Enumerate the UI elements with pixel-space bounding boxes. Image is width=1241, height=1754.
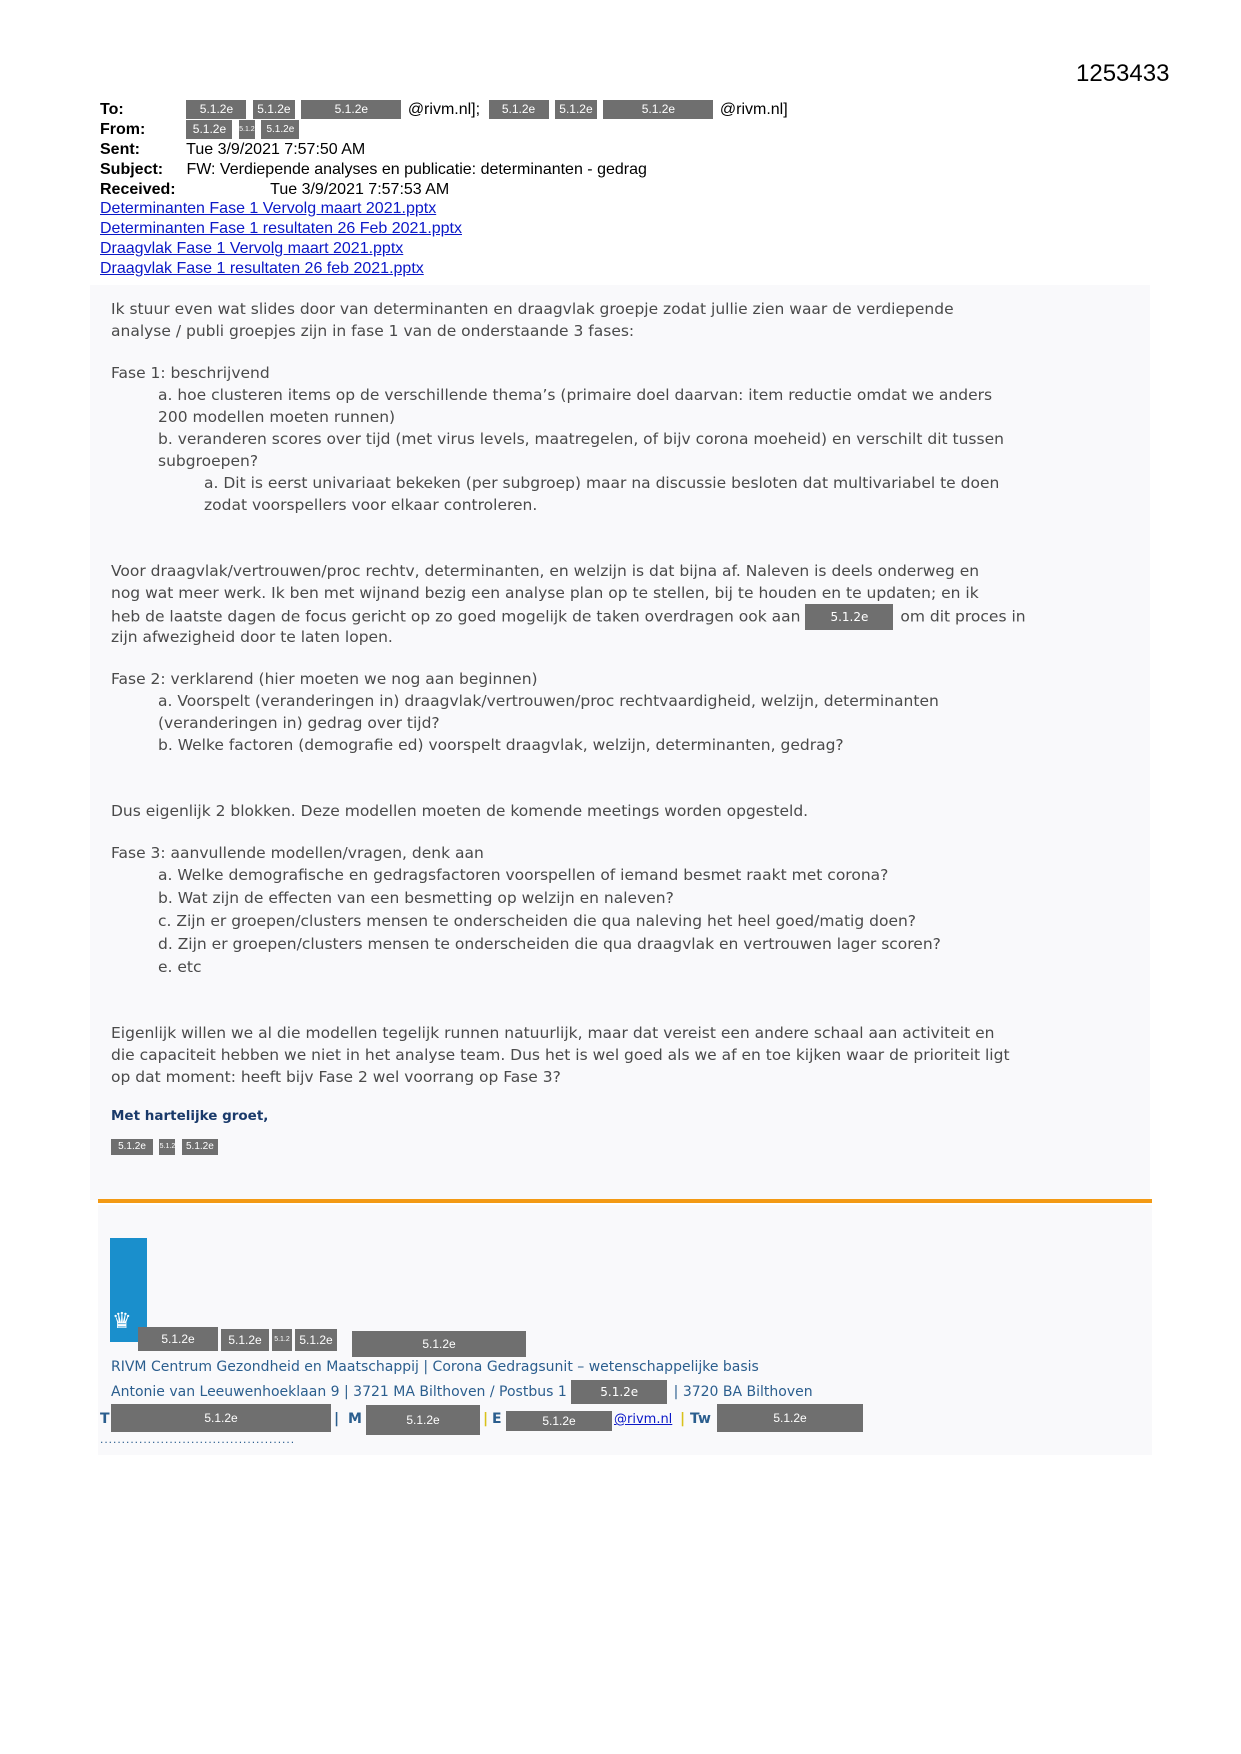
phone-label: T <box>100 1411 110 1427</box>
list-item: a. hoe clusteren items op de verschillende thema’s (primaire doel daarvan: item reductie omdat we anders <box>158 386 993 404</box>
mobile-label: M <box>348 1411 362 1427</box>
list-item: b. veranderen scores over tijd (met virus levels, maatregelen, of bijv corona moeheid) en verschilt dit tussen <box>158 430 1004 448</box>
attachment-link[interactable]: Draagvlak Fase 1 Vervolg maart 2021.pptx <box>100 240 404 257</box>
attachment-link[interactable]: Determinanten Fase 1 Vervolg maart 2021.pptx <box>100 200 437 217</box>
crest-icon: ♛ <box>112 1308 132 1333</box>
body-text: heb de laatste dagen de focus gericht op zo goed mogelijk de taken overdragen ook aan <box>111 607 801 626</box>
redaction: 5.1.2e <box>221 1329 269 1351</box>
subject-value: FW: Verdiepende analyses en publicatie: determinanten - gedrag <box>186 161 647 178</box>
redaction: 5.1.2 <box>239 120 255 139</box>
body-line: Ik stuur even wat slides door van determinanten en draagvlak groepje zodat jullie zien waar de verdiepende <box>111 300 954 318</box>
list-item: b. Wat zijn de effecten van een besmetting op welzijn en naleven? <box>158 889 674 907</box>
redaction: 5.1.2e <box>555 100 597 119</box>
separator: | <box>483 1411 489 1427</box>
subject-label: Subject: <box>100 161 164 178</box>
divider <box>98 1199 1152 1203</box>
twitter-label: Tw <box>690 1411 711 1427</box>
list-item: a. Welke demografische en gedragsfactoren voorspellen of iemand besmet raakt met corona? <box>158 866 889 884</box>
redaction: 5.1.2e <box>182 1139 218 1155</box>
redaction: 5.1.2e <box>186 120 232 139</box>
list-item: a. Dit is eerst univariaat bekeken (per subgroep) maar na discussie besloten dat multivariabel te doen <box>204 474 1000 492</box>
received-row <box>100 180 449 200</box>
address-line <box>111 1380 813 1404</box>
separator: | <box>334 1411 340 1427</box>
redaction: 5.1.2e <box>805 604 893 630</box>
redaction: 5.1.2e <box>111 1404 331 1432</box>
redaction: 5.1.2e <box>489 100 549 119</box>
body-line: Eigenlijk willen we al die modellen tegelijk runnen natuurlijk, maar dat vereist een andere schaal aan activiteit en <box>111 1024 995 1042</box>
sent-label: Sent: <box>100 141 140 158</box>
sent-value: Tue 3/9/2021 7:57:50 AM <box>186 141 366 158</box>
redaction: 5.1.2 <box>159 1139 175 1155</box>
redaction: 5.1.2e <box>571 1380 667 1404</box>
address-text: Antonie van Leeuwenhoeklaan 9 | 3721 MA Bilthoven / Postbus 1 <box>111 1384 567 1400</box>
redaction: 5.1.2e <box>506 1411 612 1431</box>
to-row <box>100 100 788 120</box>
list-item: d. Zijn er groepen/clusters mensen te onderscheiden die qua draagvlak en vertrouwen lager scoren? <box>158 935 941 953</box>
redaction: 5.1.2e <box>603 100 713 119</box>
attachment-link[interactable]: Determinanten Fase 1 resultaten 26 Feb 2021.pptx <box>100 220 462 237</box>
greeting: Met hartelijke groet, <box>111 1108 269 1124</box>
from-label: From: <box>100 121 146 138</box>
email-label: E <box>492 1411 502 1427</box>
redaction: 5.1.2e <box>717 1404 863 1432</box>
redaction: 5.1.2e <box>253 100 295 119</box>
redaction: 5.1.2e <box>186 100 246 119</box>
body-line: zijn afwezigheid door te laten lopen. <box>111 628 393 646</box>
list-item: zodat voorspellers voor elkaar controleren. <box>204 496 538 514</box>
redaction: 5.1.2e <box>352 1331 526 1357</box>
address-text: | 3720 BA Bilthoven <box>673 1384 813 1400</box>
document-id: 1253433 <box>1076 60 1170 87</box>
subject-row <box>100 160 647 180</box>
body-line: Dus eigenlijk 2 blokken. Deze modellen moeten de komende meetings worden opgesteld. <box>111 802 809 820</box>
list-item: (veranderingen in) gedrag over tijd? <box>158 714 440 732</box>
attachment-link[interactable]: Draagvlak Fase 1 resultaten 26 feb 2021.pptx <box>100 260 424 277</box>
dotted-rule: ............................................. <box>100 1432 296 1446</box>
received-value: Tue 3/9/2021 7:57:53 AM <box>270 181 450 198</box>
list-item: e. etc <box>158 958 202 976</box>
redaction: 5.1.2e <box>366 1405 480 1435</box>
signature-name <box>111 1138 220 1156</box>
received-label: Received: <box>100 181 176 198</box>
body-text: om dit proces in <box>900 607 1026 626</box>
fase-heading: Fase 1: beschrijvend <box>111 364 270 382</box>
redaction: 5.1.2e <box>301 100 401 119</box>
to-label: To: <box>100 101 124 118</box>
to-domain: @rivm.nl] <box>719 101 788 118</box>
redaction: 5.1.2e <box>111 1139 153 1155</box>
sent-row <box>100 140 365 160</box>
body-line: die capaciteit hebben we niet in het analyse team. Dus het is wel goed als we af en toe kijken waar de prioriteit ligt <box>111 1046 1010 1064</box>
body-line: op dat moment: heeft bijv Fase 2 wel voorrang op Fase 3? <box>111 1068 561 1086</box>
separator: | <box>680 1411 686 1427</box>
org-line: RIVM Centrum Gezondheid en Maatschappij | Corona Gedragsunit – wetenschappelijke basis <box>111 1359 759 1375</box>
fase-heading: Fase 3: aanvullende modellen/vragen, denk aan <box>111 844 484 862</box>
redaction: 5.1.2 <box>272 1329 292 1351</box>
redaction: 5.1.2e <box>295 1329 337 1351</box>
from-row <box>100 120 301 140</box>
redaction: 5.1.2e <box>261 120 299 139</box>
list-item: b. Welke factoren (demografie ed) voorspelt draagvlak, welzijn, determinanten, gedrag? <box>158 736 844 754</box>
email-link[interactable]: @rivm.nl <box>614 1412 673 1427</box>
redaction: 5.1.2e <box>138 1327 218 1351</box>
body-line: Voor draagvlak/vertrouwen/proc rechtv, determinanten, en welzijn is dat bijna af. Naleven is deels onderweg en <box>111 562 980 580</box>
list-item: c. Zijn er groepen/clusters mensen te onderscheiden die qua naleving het heel goed/matig doen? <box>158 912 917 930</box>
list-item: a. Voorspelt (veranderingen in) draagvlak/vertrouwen/proc rechtvaardigheid, welzijn, determinanten <box>158 692 939 710</box>
list-item: 200 modellen moeten runnen) <box>158 408 396 426</box>
fase-heading: Fase 2: verklarend (hier moeten we nog aan beginnen) <box>111 670 538 688</box>
body-line: analyse / publi groepjes zijn in fase 1 van de onderstaande 3 fases: <box>111 322 635 340</box>
body-line: nog wat meer werk. Ik ben met wijnand bezig een analyse plan op te stellen, bij te houden en te updaten; en ik <box>111 584 979 602</box>
list-item: subgroepen? <box>158 452 259 470</box>
to-domain: @rivm.nl]; <box>407 101 481 118</box>
